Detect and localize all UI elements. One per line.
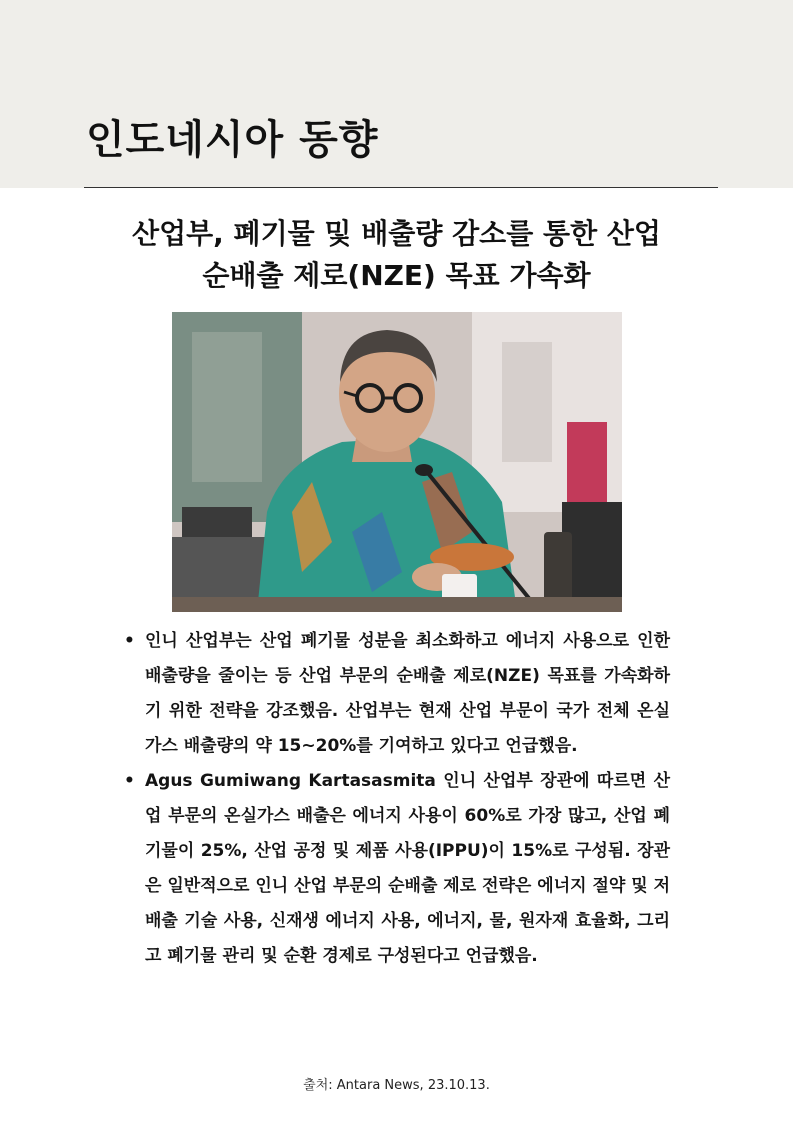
page-title: 인도네시아 동향 [86, 117, 379, 163]
headline-line-2: 순배출 제로(NZE) 목표 가속화 [202, 259, 591, 292]
bullet-marker: • [124, 771, 135, 791]
headline-line-1: 산업부, 폐기물 및 배출량 감소를 통한 산업 [132, 217, 661, 250]
list-item [120, 624, 670, 764]
header-divider [84, 187, 718, 188]
list-item [120, 764, 670, 974]
bullet-marker: • [124, 631, 135, 651]
source-citation: 출처: Antara News, 23.10.13. [303, 1078, 490, 1093]
article-photo [172, 312, 622, 612]
bullet-text: Agus Gumiwang Kartasasmita 인니 산업부 장관에 따르면 산업 부문의 온실가스 배출은 에너지 사용이 60%로 가장 많고, 산업 폐기물이 25%, 산업 공정 및 제품 사용(IPPU)이 15%로 구성됨. 장관은 일반적으로 인니 산업 부문의 순배출 제로 전략은 에너지 절약 및 저배출 기술 사용, 신재생 에너지 사용, 에너지, 물, 원자재 효율화, 그리고 폐기물 관리 및 순환 경제로 구성된다고 언급했음. [145, 771, 670, 966]
portrait-photo-illustration [172, 312, 622, 612]
bullet-text: 인니 산업부는 산업 폐기물 성분을 최소화하고 에너지 사용으로 인한 배출량을 줄이는 등 산업 부문의 순배출 제로(NZE) 목표를 가속화하기 위한 전략을 강조했음. 산업부는 현재 산업 부문이 국가 전체 온실가스 배출량의 약 15~20%를 기여하고 있다고 언급했음. [145, 631, 670, 756]
bullet-list [120, 624, 670, 974]
article-headline [60, 213, 733, 297]
